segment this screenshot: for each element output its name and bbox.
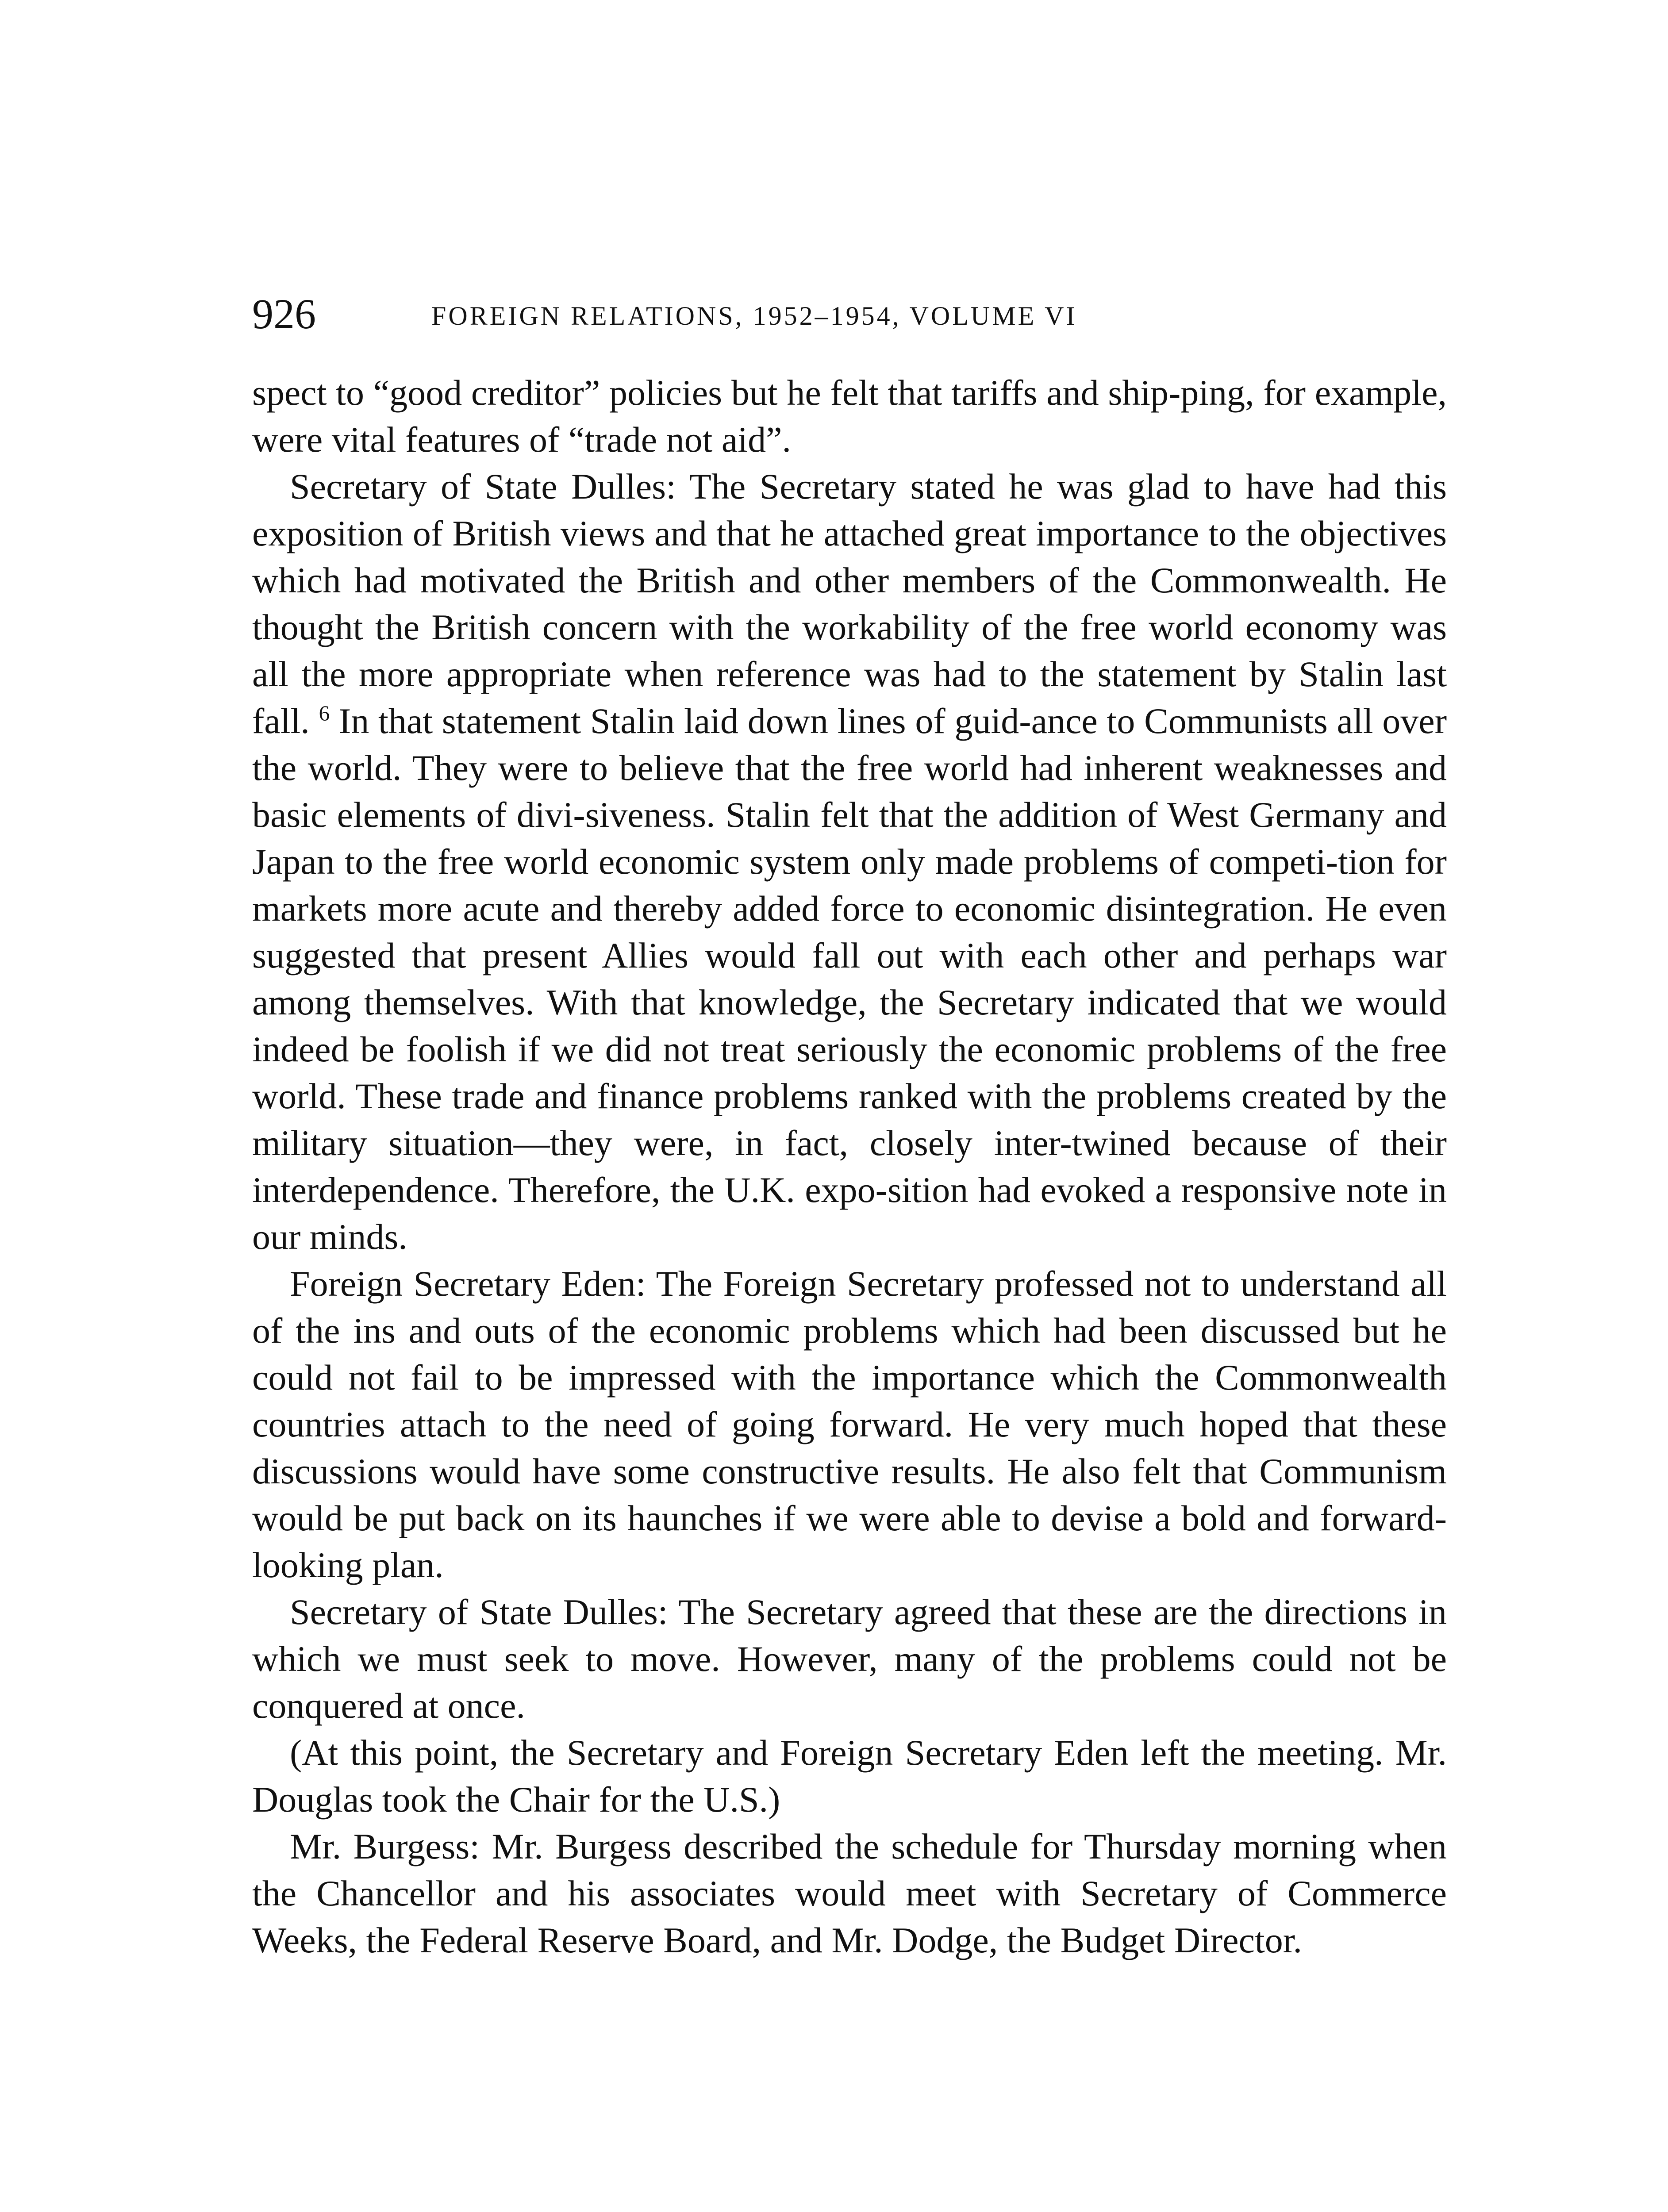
footnote-reference: 6 xyxy=(319,701,330,726)
paragraph-burgess: Mr. Burgess: Mr. Burgess described the schedule for Thursday morning when the Chancellor and his associates would meet with Secretary of Commerce Weeks, the Federal Reserve Board, and Mr. Dodge, the Budget Director. xyxy=(252,1826,1447,1960)
body-text xyxy=(252,369,1447,1964)
paragraph-eden: Foreign Secretary Eden: The Foreign Secretary professed not to understand all of the ins and outs of the economic problems which had been discussed but he could not fail to be impressed with the importance which the Commonwealth countries attach to the need of going forward. He very much hoped that these discussions would have some constructive results. He also felt that Communism would be put back on its haunches if we were able to devise a bold and forward-looking plan. xyxy=(252,1263,1447,1585)
running-head: FOREIGN RELATIONS, 1952–1954, VOLUME VI xyxy=(431,301,1077,330)
page-header xyxy=(252,288,1447,341)
paragraph-continuation: spect to “good creditor” policies but he felt that tariffs and ship-ping, for example, were vital features of “trade not aid”. xyxy=(252,373,1447,460)
paragraph-dulles-2: Secretary of State Dulles: The Secretary agreed that these are the directions in which we must seek to move. However, many of the problems could not be conquered at once. xyxy=(252,1592,1447,1726)
paragraph-dulles-1: Secretary of State Dulles: The Secretary stated he was glad to have had this exposition of British views and that he attached great importance to the objectives which had motivated the British and other members of the Commonwealth. He thought the British concern with the workability of the free world economy was all the more appropriate when reference was had to the statement by Stalin last fall. $^6$ In that statement Stalin laid down lines of guid-ance to Communists all over the world. They were to believe that the free world had inherent weaknesses and basic elements of divi-siveness. Stalin felt that the addition of West Germany and Japan to the free world economic system only made problems of competi-tion for markets more acute and thereby added force to economic disintegration. He even suggested that present Allies would fall out with each other and perhaps war among themselves. With that knowledge, the Secretary indicated that we would indeed be foolish if we did not treat seriously the economic problems of the free world. These trade and finance problems ranked with the problems created by the military situation—they were, in fact, closely inter-twined because of their interdependence. Therefore, the U.K. expo-sition had evoked a responsive note in our minds. xyxy=(252,466,1447,1257)
page-number: 926 xyxy=(252,290,316,338)
paragraph-meeting-note: (At this point, the Secretary and Foreign Secretary Eden left the meeting. Mr. Douglas took the Chair for the U.S.) xyxy=(252,1732,1447,1820)
